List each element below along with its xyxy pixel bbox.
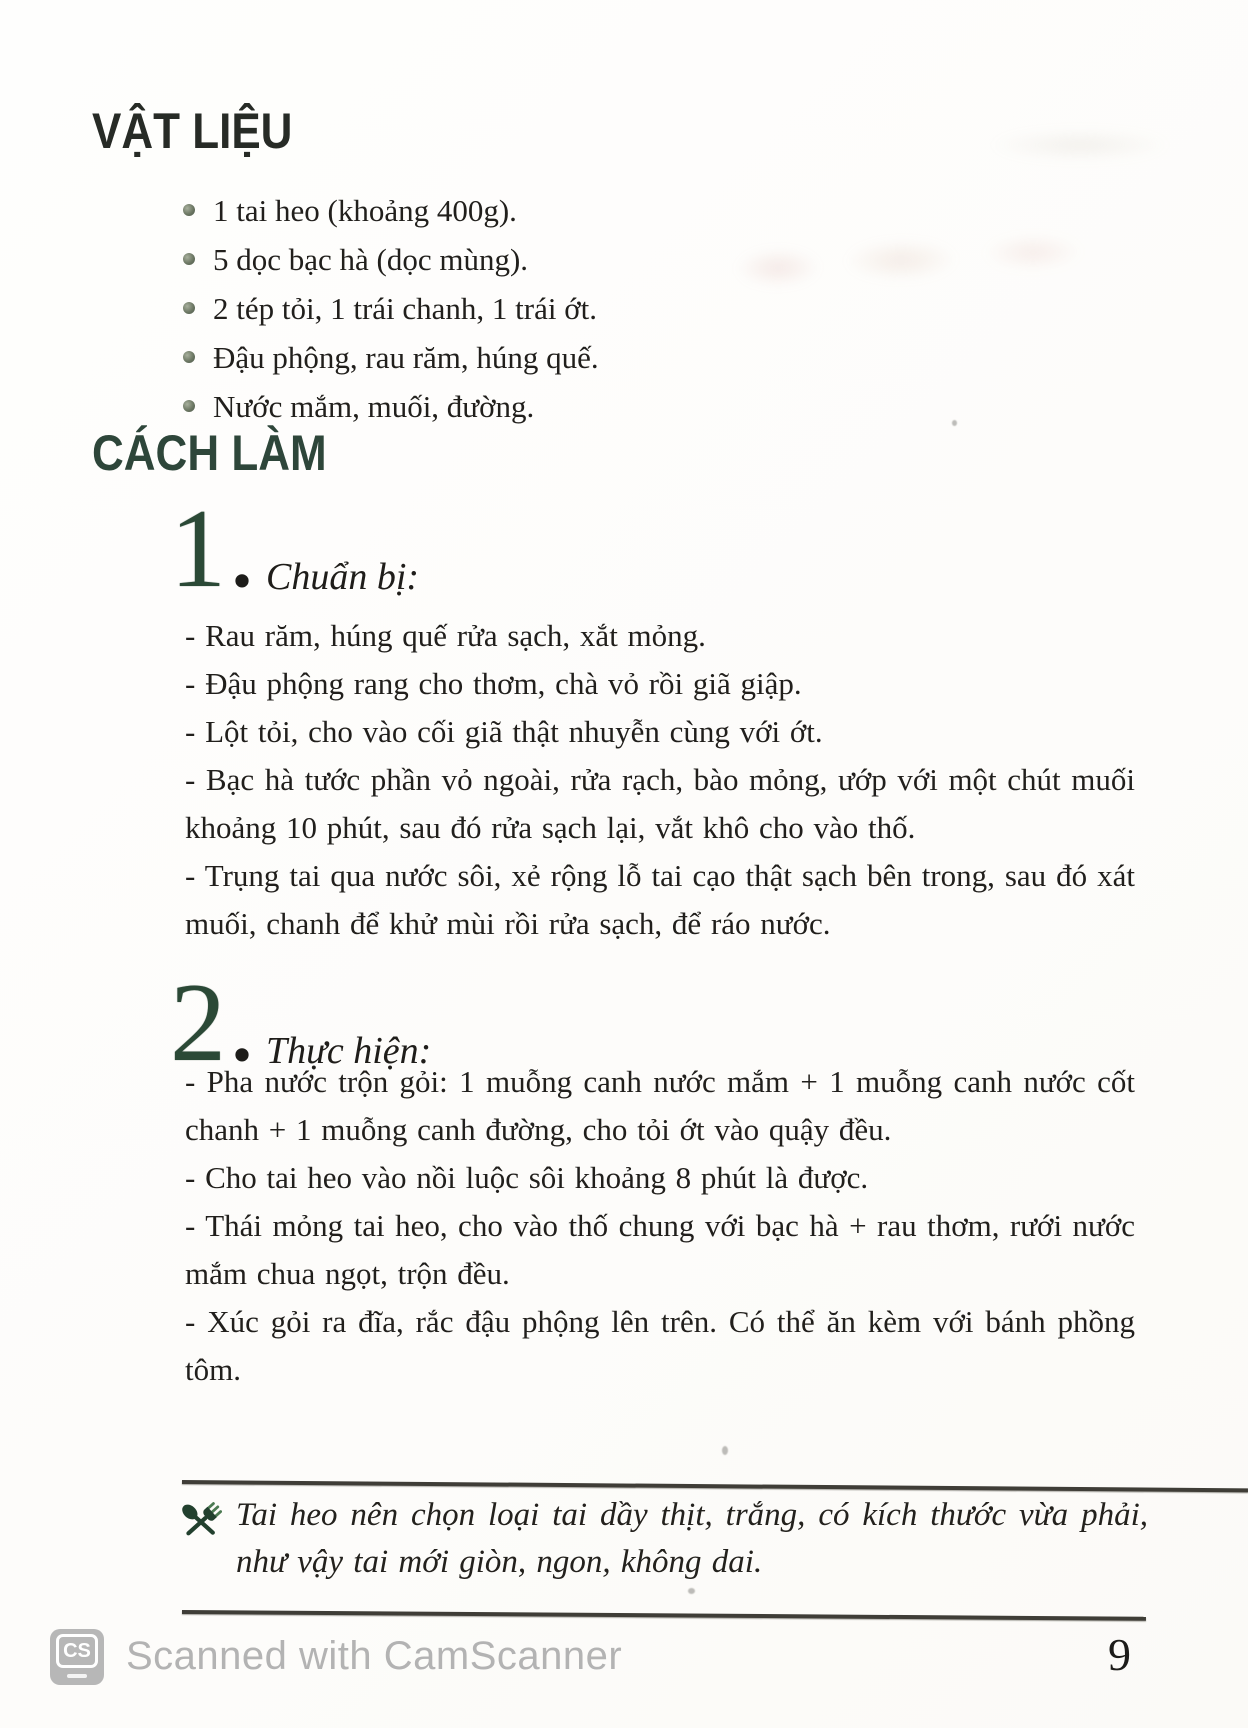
tip-text: Tai heo nên chọn loại tai dầy thịt, trắng, có kích thước vừa phải, như vậy tai mới giòn, ngon, không dai. (236, 1497, 1148, 1580)
bullet-icon (183, 351, 195, 363)
scan-speck (722, 1446, 728, 1455)
list-item (183, 235, 1083, 284)
tip-divider-top (182, 1480, 1248, 1492)
bullet-icon (183, 302, 195, 314)
camscanner-logo-slot (67, 1674, 87, 1678)
scanner-watermark-label: Scanned with CamScanner (126, 1634, 623, 1678)
step-1-number-dot: . (228, 487, 256, 611)
list-item (183, 186, 1083, 235)
step-1-instructions (185, 612, 1135, 948)
camscanner-logo-icon (50, 1629, 104, 1685)
step-2-title: Thực hiện: (266, 1030, 432, 1073)
step-1-number: 1 (170, 487, 226, 611)
list-item (183, 333, 1083, 382)
ingredient-text: Nước mắm, muối, đường. (213, 389, 535, 424)
camscanner-logo-text: CS (63, 1640, 91, 1662)
step-1-title: Chuẩn bị: (266, 556, 420, 599)
instruction-line: - Thái mỏng tai heo, cho vào thố chung với bạc hà + rau thơm, rưới nước mắm chua ngọt, trộn đều. (185, 1208, 1135, 1291)
step-2-number: 2 (170, 961, 226, 1085)
step-2-instructions (185, 1058, 1135, 1394)
step-2-number-dot: . (228, 961, 256, 1085)
instruction-line: - Cho tai heo vào nồi luộc sôi khoảng 8 phút là được. (185, 1160, 869, 1195)
ingredient-text: 1 tai heo (khoảng 400g). (213, 193, 517, 228)
instruction-line: - Lột tỏi, cho vào cối giã thật nhuyễn cùng với ớt. (185, 714, 823, 749)
bleed-through-smudge (930, 110, 1230, 180)
page-number: 9 (1108, 1629, 1131, 1680)
crossed-spoon-fork-icon (180, 1498, 222, 1546)
instruction-line: - Trụng tai qua nước sôi, xẻ rộng lỗ tai cạo thật sạch bên trong, sau đó xát muối, chanh để khử mùi rồi rửa sạch, để ráo nước. (185, 858, 1135, 941)
scan-speck (688, 1588, 695, 1594)
ingredient-text: Đậu phộng, rau răm, húng quế. (213, 340, 599, 375)
instruction-line: - Đậu phộng rang cho thơm, chà vỏ rồi giã giập. (185, 666, 802, 701)
camscanner-logo-frame (56, 1634, 98, 1668)
list-item (183, 284, 1083, 333)
bullet-icon (183, 400, 195, 412)
ingredients-list (183, 186, 1083, 431)
instruction-line: - Xúc gỏi ra đĩa, rắc đậu phộng lên trên. Có thể ăn kèm với bánh phồng tôm. (185, 1304, 1135, 1387)
step-1-header (170, 487, 420, 611)
instruction-line: - Pha nước trộn gỏi: 1 muỗng canh nước mắm + 1 muỗng canh nước cốt chanh + 1 muỗng canh đường, cho tỏi ớt vào quậy đều. (185, 1064, 1135, 1147)
ingredient-text: 2 tép tỏi, 1 trái chanh, 1 trái ớt. (213, 291, 597, 326)
bullet-icon (183, 253, 195, 265)
method-heading: CÁCH LÀM (92, 425, 327, 481)
bullet-icon (183, 204, 195, 216)
ingredients-heading: VẬT LIỆU (92, 103, 293, 159)
list-item (183, 382, 1083, 431)
ingredient-text: 5 dọc bạc hà (dọc mùng). (213, 242, 529, 277)
instruction-line: - Bạc hà tước phần vỏ ngoài, rửa rạch, bào mỏng, ướp với một chút muối khoảng 10 phút, sau đó rửa sạch lại, vắt khô cho vào thố. (185, 762, 1135, 845)
instruction-line: - Rau răm, húng quế rửa sạch, xắt mỏng. (185, 618, 706, 653)
tip-divider-bottom (182, 1610, 1146, 1621)
